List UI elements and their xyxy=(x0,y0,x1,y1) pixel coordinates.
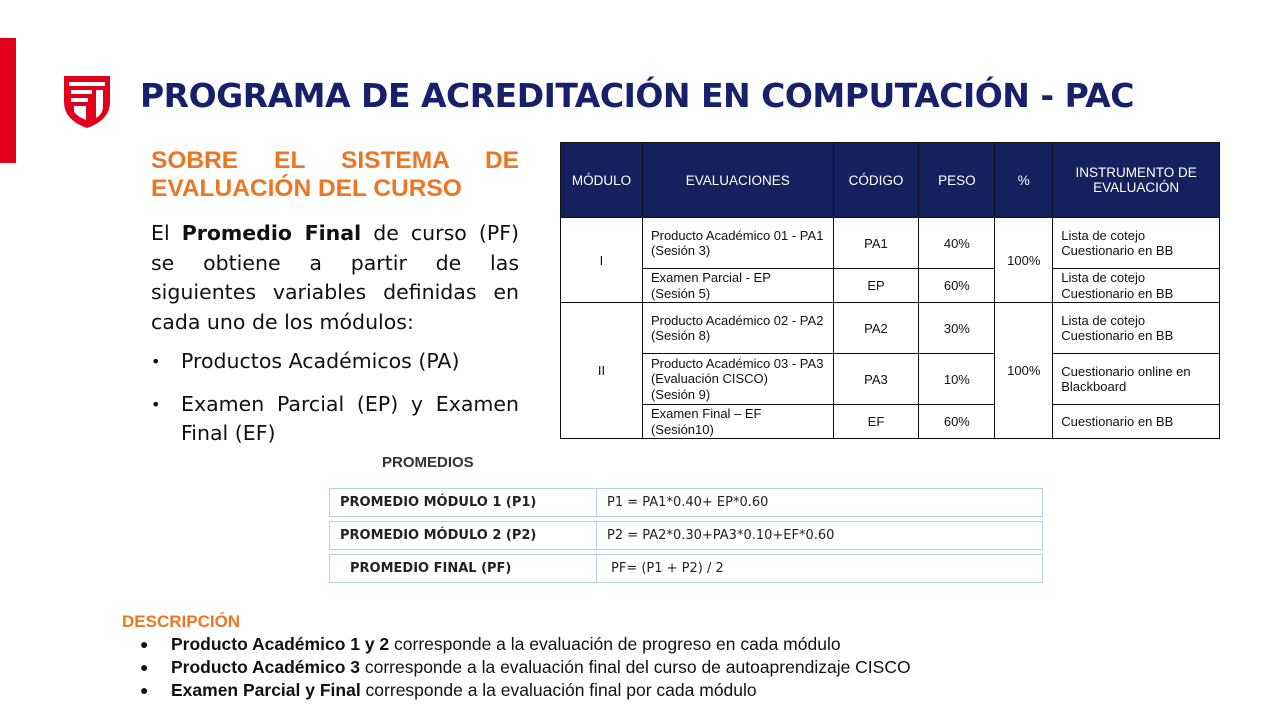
instrument-line: Cuestionario en BB xyxy=(1061,243,1174,258)
header-module: MÓDULO xyxy=(561,143,643,218)
instrument-line: Blackboard xyxy=(1061,379,1127,394)
evaluation-name: Examen Parcial - EP xyxy=(650,270,771,285)
list-item xyxy=(151,390,519,449)
average-label: PROMEDIO MÓDULO 1 (P1) xyxy=(329,488,597,517)
section-title-line-2: EVALUACIÓN DEL CURSO xyxy=(151,175,462,202)
instrument-cell xyxy=(1053,218,1220,269)
list-item xyxy=(140,679,911,702)
page-title: PROGRAMA DE ACREDITACIÓN EN COMPUTACIÓN - PAC xyxy=(140,76,1134,115)
bullet-icon: • xyxy=(151,394,161,414)
variables-list xyxy=(151,347,519,449)
evaluation-name: Producto Académico 03 - PA3 (Evaluación CISCO) xyxy=(650,355,824,387)
average-formula: PF= (P1 + P2) / 2 xyxy=(597,554,1043,583)
description-text: corresponde a la evaluación final por cada módulo xyxy=(360,680,757,700)
module-cell: I xyxy=(561,218,643,303)
instrument-cell xyxy=(1053,269,1220,303)
evaluation-table xyxy=(560,142,1220,439)
averages-table xyxy=(329,484,1043,587)
header-percent: % xyxy=(995,143,1053,218)
code-cell: PA3 xyxy=(833,354,919,405)
weight-cell: 30% xyxy=(919,303,995,354)
section-intro xyxy=(151,219,519,337)
intro-pre: El xyxy=(151,221,182,245)
description-bold: Producto Académico 1 y 2 xyxy=(171,634,390,654)
evaluation-session: (Sesión 3) xyxy=(650,243,711,258)
averages-title: PROMEDIOS xyxy=(382,454,474,471)
instrument-cell xyxy=(1053,303,1220,354)
list-item xyxy=(140,633,911,656)
weight-cell: 60% xyxy=(919,405,995,439)
percent-cell: 100% xyxy=(995,218,1053,303)
average-formula: P1 = PA1*0.40+ EP*0.60 xyxy=(597,488,1043,517)
evaluation-session: (Sesión 9) xyxy=(650,386,711,402)
table-header-row xyxy=(561,143,1220,218)
description-text: corresponde a la evaluación de progreso en cada módulo xyxy=(389,634,841,654)
instrument-line: Cuestionario en BB xyxy=(1061,413,1174,429)
percent-cell: 100% xyxy=(995,303,1053,439)
list-item xyxy=(140,656,911,679)
bullet-icon: • xyxy=(151,352,161,371)
instrument-cell xyxy=(1053,354,1220,405)
header-evaluations: EVALUACIONES xyxy=(642,143,833,218)
list-item-text: Examen Parcial (EP) y Examen Final (EF) xyxy=(181,391,519,445)
evaluation-session: (Sesión 8) xyxy=(650,328,711,343)
instrument-line: Cuestionario en BB xyxy=(1061,328,1174,343)
evaluation-cell xyxy=(642,269,833,303)
code-cell: EF xyxy=(833,405,919,439)
evaluation-cell xyxy=(642,218,833,269)
university-shield-logo-icon xyxy=(62,72,112,130)
instrument-line: Lista de cotejo xyxy=(1061,312,1146,328)
brand-accent-bar xyxy=(0,38,16,163)
bullet-icon: ● xyxy=(140,682,149,698)
list-item xyxy=(151,347,519,377)
header-code: CÓDIGO xyxy=(833,143,919,218)
header-weight: PESO xyxy=(919,143,995,218)
table-row xyxy=(329,488,1043,517)
code-cell: PA1 xyxy=(833,218,919,269)
code-cell: EP xyxy=(833,269,919,303)
description-list xyxy=(140,633,911,702)
evaluation-cell xyxy=(642,303,833,354)
average-label: PROMEDIO MÓDULO 2 (P2) xyxy=(329,521,597,550)
bullet-icon: ● xyxy=(140,659,149,675)
description-text: corresponde a la evaluación final del curso de autoaprendizaje CISCO xyxy=(359,657,911,677)
weight-cell: 60% xyxy=(919,269,995,303)
description-bold: Producto Académico 3 xyxy=(171,657,360,677)
table-row xyxy=(561,405,1220,439)
evaluation-session: (Sesión10) xyxy=(650,421,714,437)
evaluation-name: Producto Académico 01 - PA1 xyxy=(650,227,824,243)
instrument-line: Cuestionario online en xyxy=(1061,363,1191,379)
header-instrument: INSTRUMENTO DE EVALUACIÓN xyxy=(1053,143,1220,218)
intro-post: de curso (PF) se obtiene a partir de las siguientes variables definidas en cada uno de los módulos: xyxy=(151,221,519,334)
table-row xyxy=(329,521,1043,550)
list-item-text: Productos Académicos (PA) xyxy=(181,349,460,373)
description-title: DESCRIPCIÓN xyxy=(122,612,241,631)
table-row xyxy=(329,554,1043,583)
section-title-line-1: SOBRE EL SISTEMA DE xyxy=(151,147,519,174)
evaluation-name: Examen Final – EF xyxy=(650,406,762,421)
table-row xyxy=(561,303,1220,354)
instrument-cell xyxy=(1053,405,1220,439)
evaluation-cell xyxy=(642,354,833,405)
table-row xyxy=(561,218,1220,269)
weight-cell: 40% xyxy=(919,218,995,269)
evaluation-session: (Sesión 5) xyxy=(650,285,711,301)
table-row xyxy=(561,269,1220,303)
instrument-line: Lista de cotejo xyxy=(1061,270,1146,285)
code-cell: PA2 xyxy=(833,303,919,354)
bullet-icon: ● xyxy=(140,636,149,652)
instrument-line: Cuestionario en BB xyxy=(1061,285,1174,301)
evaluation-name: Producto Académico 02 - PA2 xyxy=(650,312,824,328)
description-bold: Examen Parcial y Final xyxy=(171,680,361,700)
module-cell: II xyxy=(561,303,643,439)
instrument-line: Lista de cotejo xyxy=(1061,227,1146,243)
evaluation-cell xyxy=(642,405,833,439)
average-label: PROMEDIO FINAL (PF) xyxy=(329,554,597,583)
intro-bold: Promedio Final xyxy=(181,221,362,245)
table-row xyxy=(561,354,1220,405)
average-formula: P2 = PA2*0.30+PA3*0.10+EF*0.60 xyxy=(597,521,1043,550)
weight-cell: 10% xyxy=(919,354,995,405)
evaluation-system-section xyxy=(151,147,519,462)
